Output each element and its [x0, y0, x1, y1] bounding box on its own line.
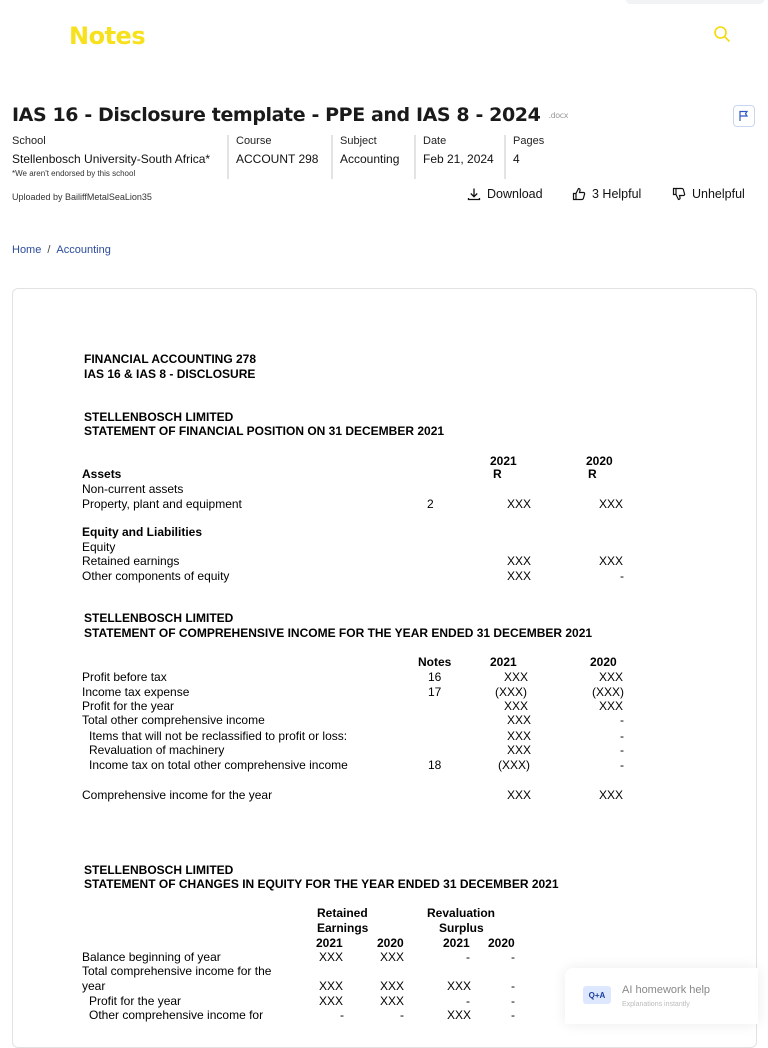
sci-row-label: Income tax expense [82, 685, 190, 699]
soce-re-header-1: Retained [317, 906, 368, 920]
report-flag-button[interactable] [733, 105, 755, 127]
doc-subtitle: IAS 16 & IAS 8 - DISCLOSURE [84, 367, 256, 381]
meta-divider [414, 135, 416, 179]
thumbs-down-icon [672, 187, 686, 201]
soce-bal-label: Balance beginning of year [82, 950, 221, 964]
uploaded-by[interactable]: Uploaded by BailiffMetalSeaLion35 [12, 192, 152, 202]
download-icon [467, 187, 481, 201]
soce-rs-header-1: Revaluation [427, 906, 496, 920]
sci-row-note: 17 [428, 685, 442, 699]
date-label: Date [423, 135, 447, 147]
sci-row-2021: (XXX) [495, 685, 528, 699]
sci-row-2020: - [620, 758, 624, 772]
sci-row-2020: (XXX) [592, 685, 625, 699]
search-icon[interactable] [713, 25, 731, 43]
sci-notes-header: Notes [418, 655, 452, 669]
sci-row-2020: - [620, 713, 624, 727]
sci-row-2021: XXX [504, 699, 529, 713]
soce-oci-label: Other comprehensive income for [89, 1008, 264, 1022]
oce-2020: - [620, 569, 624, 583]
ci-label: Comprehensive income for the year [82, 788, 273, 802]
endorse-note: *We aren't endorsed by this school [12, 169, 136, 178]
meta-divider [227, 135, 229, 179]
soce-rs-header-2: Surplus [439, 921, 484, 935]
widget-title: AI homework help [622, 984, 711, 996]
soce-title: STATEMENT OF CHANGES IN EQUITY FOR THE YEAR ENDED 31 DECEMBER 2021 [84, 877, 559, 891]
school-value[interactable]: Stellenbosch University-South Africa* [12, 152, 211, 166]
meta-date [423, 135, 494, 166]
sci-row-2021: XXX [507, 729, 532, 743]
unhelpful-button[interactable] [672, 187, 745, 201]
oce-2021: XXX [507, 569, 532, 583]
breadcrumb-home[interactable]: Home [12, 244, 42, 256]
document-preview [12, 288, 757, 1048]
soce-re-header-2: Earnings [317, 921, 369, 935]
ci-2020: XXX [599, 788, 624, 802]
soce-cell: - [340, 1008, 344, 1022]
sci-col-2021: 2021 [490, 655, 517, 669]
pages-label: Pages [513, 135, 545, 147]
soce-cell: XXX [380, 994, 405, 1008]
soce-col-re-2020: 2020 [377, 936, 404, 950]
course-label: Course [236, 135, 272, 147]
sci-row-note: 18 [428, 758, 442, 772]
subject-value[interactable]: Accounting [340, 152, 400, 166]
sci-title: STATEMENT OF COMPREHENSIVE INCOME FOR THE YEAR ENDED 31 DECEMBER 2021 [84, 626, 593, 640]
site-logo[interactable]: Notes [69, 22, 146, 50]
doc-course-title: FINANCIAL ACCOUNTING 278 [84, 352, 257, 366]
soce-col-re-2021: 2021 [316, 936, 343, 950]
soce-cell: XXX [447, 979, 472, 993]
soce-cell: - [400, 1008, 404, 1022]
soce-pfy-label: Profit for the year [89, 994, 182, 1008]
sci-row-label: Income tax on total other comprehensive income [89, 758, 348, 772]
meta-subject [340, 135, 399, 166]
equity-label: Equity [82, 540, 116, 554]
soce-cell: XXX [319, 979, 344, 993]
file-extension: .docx [548, 111, 569, 120]
pages-value: 4 [513, 152, 520, 166]
sfp-currency-2021: R [493, 467, 502, 481]
re-label: Retained earnings [82, 554, 180, 568]
sci-row-2021: (XXX) [498, 758, 531, 772]
school-label: School [12, 135, 46, 147]
sfp-currency-2020: R [588, 467, 597, 481]
sfp-title: STATEMENT OF FINANCIAL POSITION ON 31 DECEMBER 2021 [84, 424, 445, 438]
ppe-2021: XXX [507, 497, 532, 511]
meta-course [236, 135, 318, 166]
course-value[interactable]: ACCOUNT 298 [236, 152, 319, 166]
soce-cell: - [511, 994, 515, 1008]
sci-row-2021: XXX [507, 743, 532, 757]
sci-row-note: 16 [428, 670, 442, 684]
sci-row-label: Profit before tax [82, 670, 167, 684]
unhelpful-label: Unhelpful [692, 187, 745, 201]
sfp-col-2020: 2020 [586, 454, 613, 468]
ppe-2020: XXX [599, 497, 624, 511]
sci-company: STELLENBOSCH LIMITED [84, 611, 234, 625]
sci-row-2020: - [620, 743, 624, 757]
sfp-col-2021: 2021 [490, 454, 517, 468]
soce-cell: XXX [319, 950, 344, 964]
meta-school [12, 135, 210, 178]
sci-row-2020: - [620, 729, 624, 743]
re-2021: XXX [507, 554, 532, 568]
breadcrumb-separator: / [47, 244, 51, 256]
sci-row-2020: XXX [599, 670, 624, 684]
download-label: Download [487, 187, 543, 201]
nca-label: Non-current assets [82, 482, 184, 496]
ai-homework-help-widget[interactable] [565, 968, 758, 1024]
soce-cell: - [511, 979, 515, 993]
document-title: IAS 16 - Disclosure template - PPE and IAS 8 - 2024 .docx [12, 104, 569, 126]
soce-col-rs-2020: 2020 [488, 936, 515, 950]
meta-divider [504, 135, 506, 179]
soce-cell: - [466, 950, 470, 964]
flag-icon [738, 110, 750, 122]
ppe-label: Property, plant and equipment [82, 497, 242, 511]
sci-row-2021: XXX [504, 670, 529, 684]
sci-row-2020: XXX [599, 699, 624, 713]
soce-tci-label-2: year [82, 979, 106, 993]
date-value: Feb 21, 2024 [423, 152, 494, 166]
soce-cell: - [466, 994, 470, 1008]
sci-col-2020: 2020 [590, 655, 617, 669]
widget-subtitle: Explanations instantly [622, 1001, 690, 1008]
ppe-note: 2 [427, 497, 434, 511]
breadcrumb-accounting[interactable]: Accounting [56, 244, 111, 256]
meta-divider [331, 135, 333, 179]
soce-cell: XXX [447, 1008, 472, 1022]
soce-col-rs-2021: 2021 [443, 936, 470, 950]
sci-row-label: Total other comprehensive income [82, 713, 265, 727]
oce-label: Other components of equity [82, 569, 230, 583]
meta-pages [513, 135, 544, 166]
helpful-button[interactable] [572, 187, 641, 201]
download-button[interactable] [467, 187, 543, 201]
sci-row-label: Profit for the year [82, 699, 175, 713]
soce-cell: - [511, 1008, 515, 1022]
re-2020: XXX [599, 554, 624, 568]
sfp-company: STELLENBOSCH LIMITED [84, 410, 234, 424]
thumbs-up-icon [572, 187, 586, 201]
sci-row-label: Revaluation of machinery [89, 743, 225, 757]
sci-row-2021: XXX [507, 713, 532, 727]
helpful-label: 3 Helpful [592, 187, 642, 201]
top-shadow [625, 0, 765, 4]
soce-tci-label-1: Total comprehensive income for the [82, 964, 272, 978]
qa-badge-icon: Q+A [583, 986, 611, 1004]
assets-heading: Assets [82, 467, 122, 481]
soce-cell: XXX [380, 950, 405, 964]
soce-company: STELLENBOSCH LIMITED [84, 863, 234, 877]
ci-2021: XXX [507, 788, 532, 802]
soce-cell: XXX [380, 979, 405, 993]
subject-label: Subject [340, 135, 377, 147]
soce-cell: XXX [319, 994, 344, 1008]
soce-cell: - [511, 950, 515, 964]
breadcrumb [12, 244, 111, 256]
sci-row-label: Items that will not be reclassified to profit or loss: [89, 729, 348, 743]
eql-heading: Equity and Liabilities [82, 525, 203, 539]
